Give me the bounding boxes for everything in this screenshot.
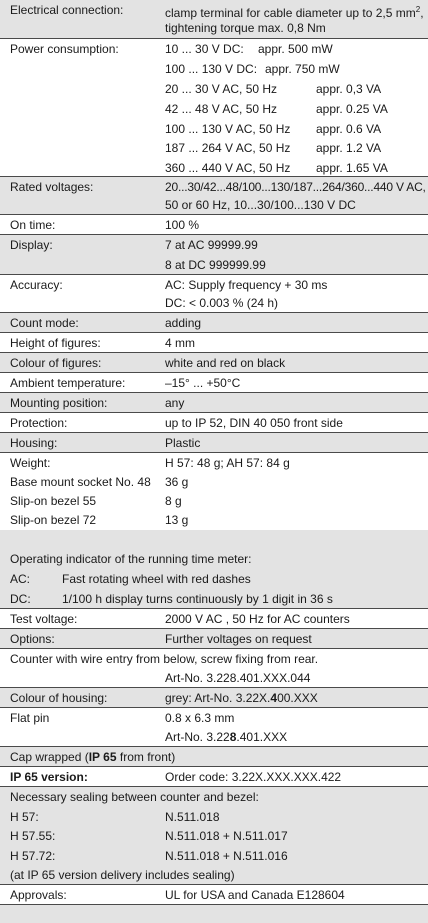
value-count: adding [165,316,202,330]
label-count: Count mode: [10,316,79,330]
row-cap [0,746,428,766]
value-accuracy-line1: AC: Supply frequency + 30 ms [165,278,328,292]
label-test: Test voltage: [10,612,78,626]
power-value-3: appr. 0.25 VA [316,102,388,116]
row-colour-housing [0,687,428,707]
label-colour-housing: Colour of housing: [10,691,108,705]
label-housing: Housing: [10,436,58,450]
power-range-3: 42 ... 48 V AC, 50 Hz [165,102,278,116]
row-ontime [0,214,428,234]
row-options [0,628,428,648]
power-range-2: 20 ... 30 V AC, 50 Hz [165,82,278,96]
label-weight: Weight: [10,456,51,470]
label-options: Options: [10,632,55,646]
power-range-5: 187 ... 264 V AC, 50 Hz [165,141,291,155]
power-range-6: 360 ... 440 V AC, 50 Hz [165,161,291,175]
label-ontime: On time: [10,218,56,232]
cap-text: Cap wrapped (IP 65 from front) [10,750,176,764]
label-colour-figures: Colour of figures: [10,356,102,370]
sealing-value-2: N.511.018 + N.511.016 [165,849,288,863]
value-height: 4 mm [165,336,195,350]
sealing-value-0: N.511.018 [165,810,220,824]
value-accuracy-line2: DC: < 0.003 % (24 h) [165,296,279,310]
value-colour-housing: grey: Art-No. 3.22X.400.XXX [165,691,318,705]
power-value-1: appr. 750 mW [265,62,340,76]
value-display-line1: 7 at AC 99999.99 [165,238,258,252]
operating-dc-label: DC: [10,592,31,606]
row-electrical [0,0,428,38]
operating-dc-text: 1/100 h display turns continuously by 1 digit in 36 s [62,592,333,606]
row-counter-wire [0,648,428,687]
power-value-2: appr. 0,3 VA [316,82,382,96]
label-electrical: Electrical connection: [10,3,124,17]
value-bezel55: 8 g [165,494,182,508]
row-rated [0,176,428,214]
counter-wire-text: Counter with wire entry from below, screw fixing from rear. [10,652,319,666]
row-power [0,38,428,176]
value-socket: 36 g [165,475,189,489]
label-approvals: Approvals: [10,888,67,902]
row-ip65 [0,766,428,786]
power-value-5: appr. 1.2 VA [316,141,382,155]
value-test: 2000 V AC , 50 Hz for AC counters [165,612,350,626]
power-value-6: appr. 1.65 VA [316,161,388,175]
power-range-1: 100 ... 130 V DC: [165,62,258,76]
operating-ac-text: Fast rotating wheel with red dashes [62,572,251,586]
label-accuracy: Accuracy: [10,278,63,292]
label-mounting: Mounting position: [10,396,108,410]
value-options: Further voltages on request [165,632,312,646]
row-height [0,332,428,352]
value-rated-line2: 50 or 60 Hz, 10...30/100...130 V DC [165,198,356,212]
label-bezel72: Slip-on bezel 72 [10,513,97,527]
value-bezel72: 13 g [165,513,189,527]
row-colour-figures [0,352,428,372]
value-rated-line1: 20...30/42...48/100...130/187...264/360...440 V AC, [165,180,426,194]
value-housing: Plastic [165,436,201,450]
sealing-value-1: N.511.018 + N.511.017 [165,829,288,843]
sealing-label-1: H 57.55: [10,829,56,843]
row-display [0,234,428,274]
value-display-line2: 8 at DC 999999.99 [165,258,266,272]
label-rated: Rated voltages: [10,180,94,194]
value-ambient: –15° ... +50°C [165,376,241,390]
label-flatpin: Flat pin [10,711,50,725]
label-ip65: IP 65 version: [10,770,88,784]
row-mounting [0,392,428,412]
power-value-4: appr. 0.6 VA [316,122,382,136]
operating-ac-label: AC: [10,572,31,586]
label-bezel55: Slip-on bezel 55 [10,494,97,508]
value-electrical-line1: clamp terminal for cable diameter up to 2,5 $mm^2$, [165,5,424,20]
value-mounting: any [165,396,185,410]
power-range-0: 10 ... 30 V DC: [165,42,244,56]
row-housing [0,432,428,452]
value-protection: up to IP 52, DIN 40 050 front side [165,416,343,430]
row-accuracy [0,274,428,312]
row-ambient [0,372,428,392]
label-power: Power consumption: [10,42,119,56]
sealing-label-0: H 57: [10,810,39,824]
label-protection: Protection: [10,416,68,430]
row-test [0,608,428,628]
operating-title: Operating indicator of the running time meter: [10,552,252,566]
power-range-4: 100 ... 130 V AC, 50 Hz [165,122,291,136]
label-ambient: Ambient temperature: [10,376,126,390]
value-electrical-line2: tightening torque max. 0,8 Nm [165,21,326,35]
sealing-title: Necessary sealing between counter and bezel: [10,790,259,804]
value-ip65: Order code: 3.22X.XXX.XXX.422 [165,770,342,784]
sealing-note: (at IP 65 version delivery includes sealing) [10,868,235,882]
label-display: Display: [10,238,53,252]
row-protection [0,412,428,432]
label-socket: Base mount socket No. 48 [10,475,151,489]
row-count [0,312,428,332]
sealing-label-2: H 57.72: [10,849,56,863]
row-sealing [0,786,428,884]
label-height: Height of figures: [10,336,101,350]
row-approvals [0,884,428,904]
counter-wire-art: Art-No. 3.228.401.XXX.044 [165,671,311,685]
row-bottom-band [0,904,428,923]
row-weight [0,452,428,530]
power-value-0: appr. 500 mW [258,42,333,56]
value-weight: H 57: 48 g; AH 57: 84 g [165,456,290,470]
value-flatpin-size: 0.8 x 6.3 mm [165,711,235,725]
row-operating [0,530,428,608]
row-flatpin [0,707,428,746]
value-flatpin-art: Art-No. 3.228.401.XXX [165,730,288,744]
value-approvals: UL for USA and Canada E128604 [165,888,345,902]
value-colour-figures: white and red on black [165,356,286,370]
value-ontime: 100 % [165,218,200,232]
